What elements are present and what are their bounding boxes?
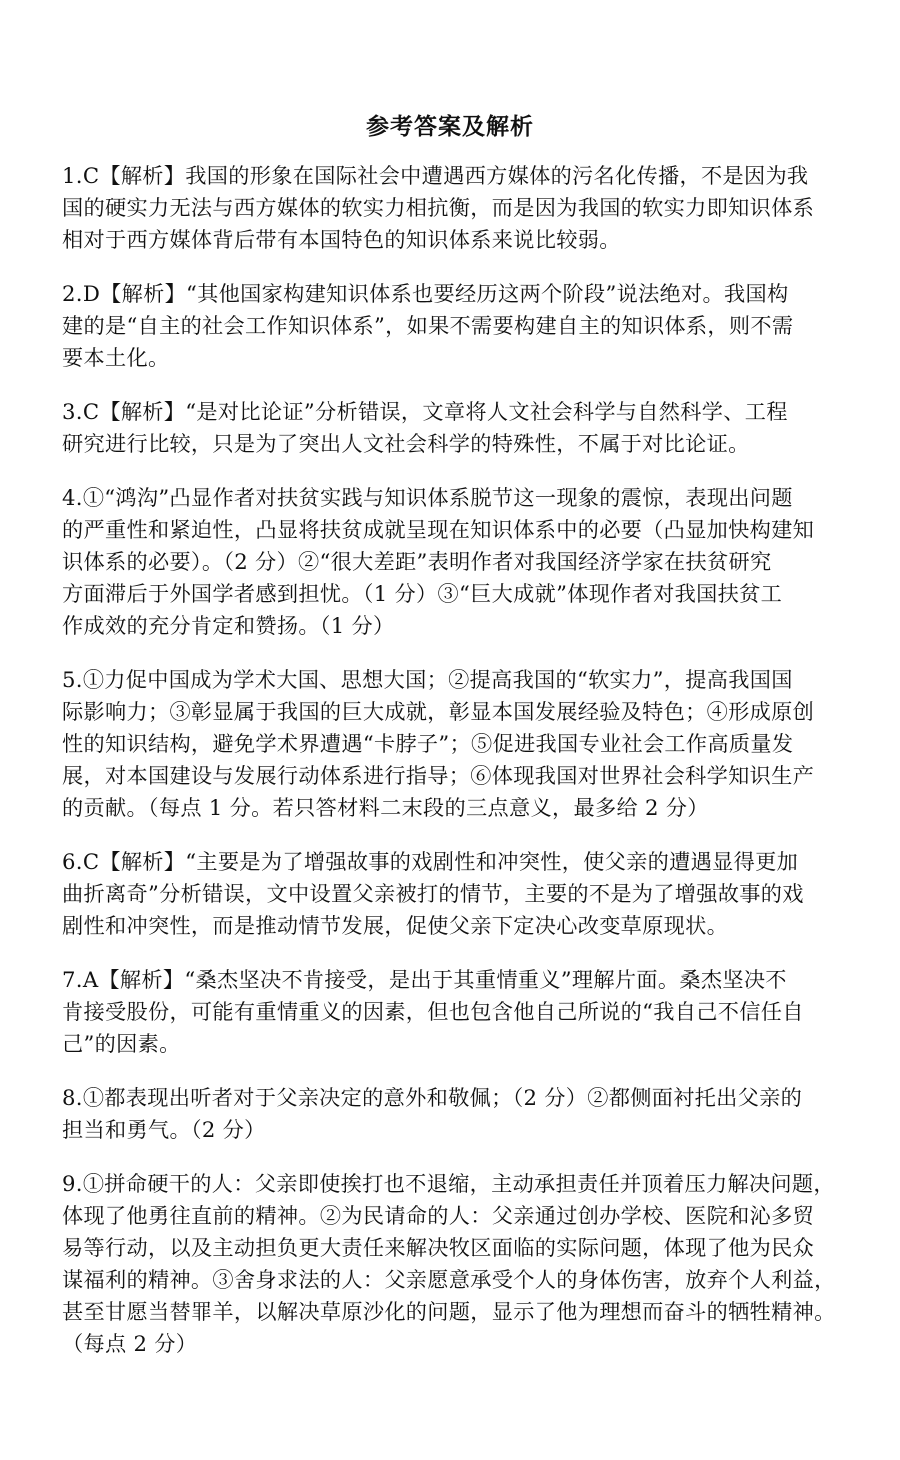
answer-text-line: 际影响力；③彰显属于我国的巨大成就，彰显本国发展经验及特色；④形成原创 xyxy=(62,699,815,724)
answer-text-line: 国的硬实力无法与西方媒体的软实力相抗衡，而是因为我国的软实力即知识体系 xyxy=(62,195,815,220)
answer-text-line: 7.A【解析】“桑杰坚决不肯接受，是出于其重情重义”理解片面。桑杰坚决不 xyxy=(62,967,787,992)
answer-text-line: 5.①力促中国成为学术大国、思想大国；②提高我国的“软实力”，提高我国国 xyxy=(62,667,793,692)
answer-text-line: 相对于西方媒体背后带有本国特色的知识体系来说比较弱。 xyxy=(62,227,621,252)
answer-item-7 xyxy=(62,964,852,1060)
answer-text-line: 剧性和冲突性，而是推动情节发展，促使父亲下定决心改变草原现状。 xyxy=(62,913,729,938)
answer-text-line: 研究进行比较，只是为了突出人文社会科学的特殊性，不属于对比论证。 xyxy=(62,431,750,456)
answer-text-line: 作成效的充分肯定和赞扬。（1 分） xyxy=(62,613,395,638)
answer-text-line: 担当和勇气。（2 分） xyxy=(62,1117,266,1142)
answer-text-line: 易等行动，以及主动担负更大责任来解决牧区面临的实际问题，体现了他为民众 xyxy=(62,1235,815,1260)
answer-text-line: 8.①都表现出听者对于父亲决定的意外和敬佩；（2 分）②都侧面衬托出父亲的 xyxy=(62,1085,803,1110)
answer-text-line: 2.D【解析】“其他国家构建知识体系也要经历这两个阶段”说法绝对。我国构 xyxy=(62,281,789,306)
answer-text-line: 3.C【解析】“是对比论证”分析错误，文章将人文社会科学与自然科学、工程 xyxy=(62,399,788,424)
answer-item-5 xyxy=(62,664,852,824)
answer-text-line: 的贡献。（每点 1 分。若只答材料二末段的三点意义，最多给 2 分） xyxy=(62,795,709,820)
answer-text-line: 谋福利的精神。③舍身求法的人：父亲愿意承受个人的身体伤害，放弃个人利益， xyxy=(62,1267,836,1292)
answer-list xyxy=(62,160,852,1382)
answer-text-line: 1.C【解析】我国的形象在国际社会中遭遇西方媒体的污名化传播，不是因为我 xyxy=(62,163,809,188)
answer-text-line: 识体系的必要）。（2 分）②“很大差距”表明作者对我国经济学家在扶贫研究 xyxy=(62,549,772,574)
answer-item-4 xyxy=(62,482,852,642)
answer-text-line: 肯接受股份，可能有重情重义的因素，但也包含他自己所说的“我自己不信任自 xyxy=(62,999,804,1024)
answer-text-line: 己”的因素。 xyxy=(62,1031,181,1056)
answer-text-line: 性的知识结构，避免学术界遭遇“卡脖子”；⑤促进我国专业社会工作高质量发 xyxy=(62,731,794,756)
answer-item-2 xyxy=(62,278,852,374)
answer-text-line: 6.C【解析】“主要是为了增强故事的戏剧性和冲突性，使父亲的遭遇显得更加 xyxy=(62,849,799,874)
answer-text-line: 展，对本国建设与发展行动体系进行指导；⑥体现我国对世界社会科学知识生产 xyxy=(62,763,815,788)
answer-item-1 xyxy=(62,160,852,256)
page-title: 参考答案及解析 xyxy=(366,113,534,140)
answer-text-line: 4.①“鸿沟”凸显作者对扶贫实践与知识体系脱节这一现象的震惊，表现出问题 xyxy=(62,485,793,510)
answer-text-line: 曲折离奇”分析错误，文中设置父亲被打的情节，主要的不是为了增强故事的戏 xyxy=(62,881,804,906)
answer-text-line: 的严重性和紧迫性，凸显将扶贫成就呈现在知识体系中的必要（凸显加快构建知 xyxy=(62,517,815,542)
answer-item-8 xyxy=(62,1082,852,1146)
answer-text-line: 建的是“自主的社会工作知识体系”，如果不需要构建自主的知识体系，则不需 xyxy=(62,313,794,338)
answer-item-9 xyxy=(62,1168,852,1360)
answer-text-line: 甚至甘愿当替罪羊，以解决草原沙化的问题，显示了他为理想而奋斗的牺牲精神。 xyxy=(62,1299,836,1324)
answer-text-line: 9.①拼命硬干的人：父亲即使挨打也不退缩，主动承担责任并顶着压力解决问题， xyxy=(62,1171,835,1196)
answer-text-line: （每点 2 分） xyxy=(62,1331,198,1356)
answer-text-line: 要本土化。 xyxy=(62,345,170,370)
answer-item-3 xyxy=(62,396,852,460)
answer-text-line: 体现了他勇往直前的精神。②为民请命的人：父亲通过创办学校、医院和沁多贸 xyxy=(62,1203,815,1228)
answer-text-line: 方面滞后于外国学者感到担忧。（1 分）③“巨大成就”体现作者对我国扶贫工 xyxy=(62,581,783,606)
answer-item-6 xyxy=(62,846,852,942)
